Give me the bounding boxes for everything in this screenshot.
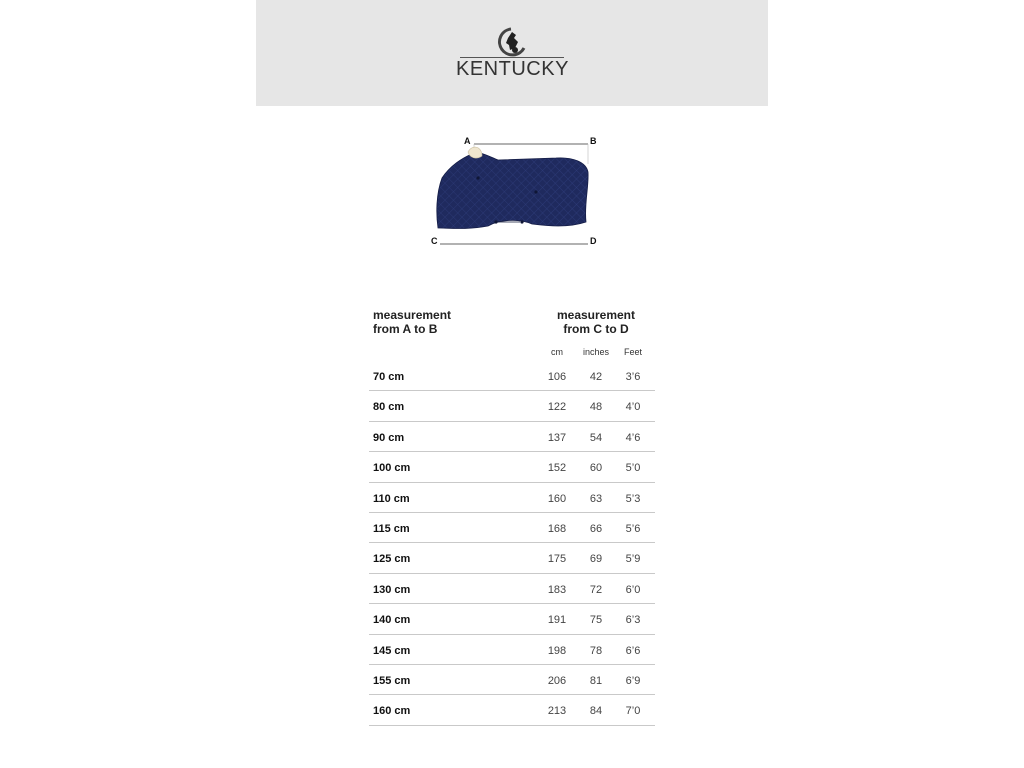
header-c-to-d-line2: from C to D — [563, 322, 629, 336]
cm-cell: 183 — [547, 583, 567, 596]
rug-measurement-diagram — [428, 132, 604, 250]
cm-cell: 168 — [547, 522, 567, 535]
cm-cell: 137 — [547, 431, 567, 444]
table-row — [369, 543, 655, 573]
feet-cell: 6’6 — [625, 644, 641, 657]
table-row — [369, 361, 655, 391]
inches-cell: 54 — [589, 431, 603, 444]
size-cell: 70 cm — [373, 371, 405, 383]
inches-cell: 42 — [589, 371, 603, 383]
table-row — [369, 665, 655, 695]
feet-cell: 6’3 — [625, 614, 641, 627]
cm-cell: 122 — [547, 401, 567, 414]
point-c-label: C — [431, 236, 438, 246]
header-a-to-b-line1: measurement — [373, 308, 452, 322]
size-cell: 145 cm — [373, 644, 411, 657]
header-a-to-b — [373, 308, 451, 336]
header-c-to-d-line1: measurement — [556, 308, 636, 322]
cm-cell: 152 — [547, 462, 567, 475]
brand-logo — [456, 26, 568, 82]
inches-cell: 69 — [589, 553, 603, 566]
point-a-label: A — [464, 136, 471, 146]
header-c-to-d — [548, 308, 644, 336]
cm-cell: 213 — [547, 705, 567, 718]
feet-cell: 5’0 — [625, 462, 641, 475]
rug-illustration — [428, 132, 604, 250]
size-cell: 140 cm — [373, 614, 411, 627]
cm-cell: 160 — [547, 492, 567, 505]
size-cell: 115 cm — [373, 522, 410, 535]
cm-cell: 198 — [547, 644, 567, 657]
cm-cell: 191 — [547, 614, 567, 627]
inches-cell: 48 — [589, 401, 603, 414]
unit-cm: cm — [551, 347, 563, 357]
inches-cell: 81 — [589, 674, 603, 687]
table-row — [369, 391, 655, 421]
size-cell: 130 cm — [373, 583, 411, 596]
inches-cell: 78 — [589, 644, 603, 657]
inches-cell: 66 — [589, 522, 603, 535]
table-row — [369, 604, 655, 634]
feet-cell: 3’6 — [625, 371, 641, 383]
cm-cell: 175 — [547, 553, 567, 566]
size-cell: 160 cm — [373, 705, 411, 718]
size-cell: 155 cm — [373, 674, 411, 687]
feet-cell: 6’0 — [625, 583, 641, 596]
size-cell: 90 cm — [373, 431, 405, 444]
size-cell: 80 cm — [373, 401, 405, 414]
table-row — [369, 574, 655, 604]
feet-cell: 5’6 — [625, 522, 641, 535]
feet-cell: 6’9 — [625, 674, 641, 687]
table-row — [369, 422, 655, 452]
unit-inches: inches — [582, 347, 609, 357]
point-d-label: D — [590, 236, 597, 246]
table-row — [369, 452, 655, 482]
unit-feet: Feet — [623, 347, 642, 357]
header-a-to-b-line2: from A to B — [373, 322, 438, 336]
feet-cell: 4’0 — [625, 401, 641, 414]
table-row — [369, 513, 655, 543]
table-row — [369, 483, 655, 513]
feet-cell: 7’0 — [625, 705, 641, 718]
cm-cell: 206 — [547, 674, 567, 687]
size-table — [369, 361, 655, 726]
table-row — [369, 635, 655, 665]
inches-cell: 75 — [589, 614, 603, 627]
size-cell: 100 cm — [373, 462, 411, 475]
size-cell: 125 cm — [373, 553, 411, 566]
inches-cell: 84 — [589, 705, 603, 718]
inches-cell: 72 — [589, 583, 603, 596]
feet-cell: 5’9 — [625, 553, 641, 566]
horse-emblem-icon — [494, 26, 528, 60]
feet-cell: 4’6 — [625, 431, 641, 444]
inches-cell: 63 — [589, 492, 603, 505]
inches-cell: 60 — [589, 462, 603, 475]
table-row — [369, 695, 655, 725]
brand-name: KENTUCKY — [456, 58, 569, 80]
point-b-label: B — [590, 136, 597, 146]
feet-cell: 5’3 — [625, 492, 641, 505]
size-cell: 110 cm — [373, 492, 410, 505]
cm-cell: 106 — [547, 371, 567, 383]
